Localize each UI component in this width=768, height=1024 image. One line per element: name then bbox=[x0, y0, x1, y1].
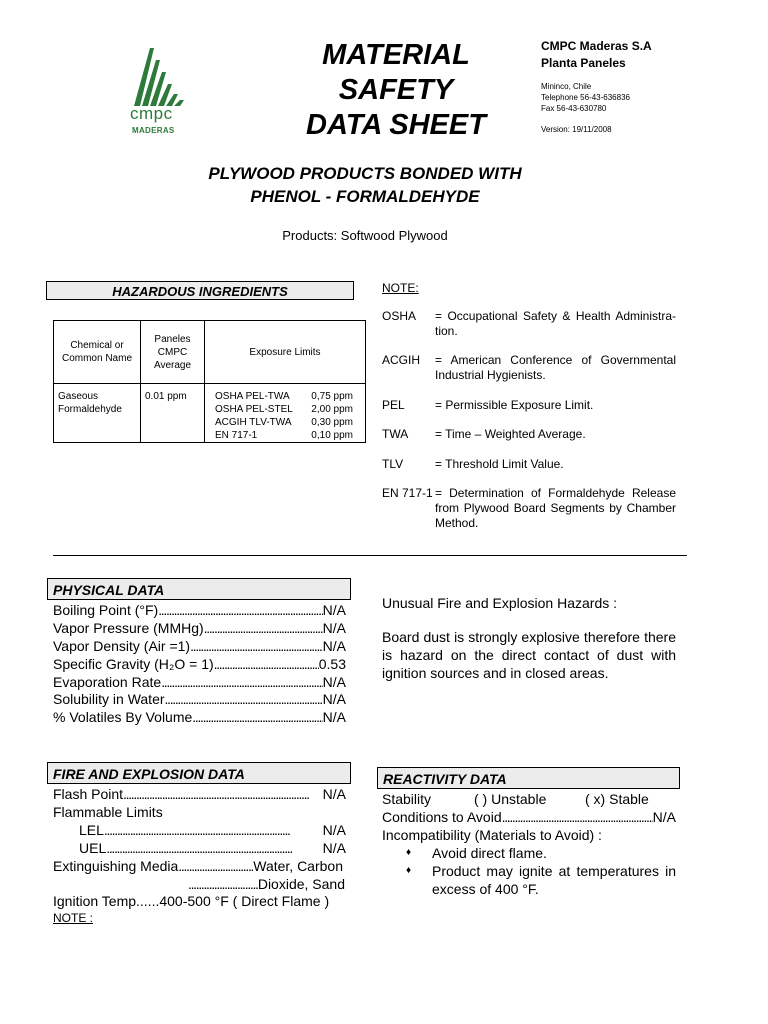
note-definition: = Threshold Limit Value. bbox=[435, 457, 564, 471]
col-header-average: Paneles CMPC Average bbox=[141, 321, 205, 384]
note-definition: = Permissible Exposure Limit. bbox=[435, 398, 594, 412]
note-definition: = Determination of Formaldehyde Release from Plywood Board Segments by Chamber Method. bbox=[435, 486, 676, 530]
note-item bbox=[382, 353, 676, 383]
physical-data-header: PHYSICAL DATA bbox=[47, 578, 351, 600]
dot-leader bbox=[123, 785, 323, 803]
incompatibility-label: Incompatibility (Materials to Avoid) : bbox=[382, 827, 602, 843]
property-label: Solubility in Water bbox=[53, 691, 165, 707]
property-label: Vapor Density (Air =1) bbox=[53, 638, 191, 654]
chemical-name-line: Formaldehyde bbox=[58, 404, 122, 415]
title-line: SAFETY bbox=[338, 74, 454, 106]
unusual-hazards-text: Board dust is strongly explosive therefore there is hazard on the direct contact of dust with ignition sources and in closed areas. bbox=[382, 629, 676, 681]
dot-leader bbox=[190, 637, 323, 655]
property-label: % Volatiles By Volume bbox=[53, 709, 193, 725]
ignition-temp: Ignition Temp......400-500 °F ( Direct Flame ) bbox=[53, 893, 330, 909]
section-divider bbox=[53, 555, 687, 556]
dot-leader bbox=[192, 708, 322, 726]
hazardous-table bbox=[53, 320, 366, 443]
company-logo bbox=[130, 46, 186, 138]
reactivity-header: REACTIVITY DATA bbox=[377, 767, 680, 789]
limit-label: EN 717-1 bbox=[215, 430, 258, 441]
limit-row bbox=[215, 416, 365, 429]
limit-value: 2,00 ppm bbox=[311, 404, 353, 415]
note-definition: = Occupational Safety & Health Administra-tion. bbox=[435, 309, 676, 338]
document-title bbox=[290, 38, 502, 143]
property-label: Evaporation Rate bbox=[53, 674, 162, 690]
logo-wordmark: cmpc bbox=[130, 104, 173, 123]
company-name bbox=[541, 38, 652, 72]
limit-value: 0,10 ppm bbox=[311, 430, 353, 441]
title-line: MATERIAL bbox=[322, 39, 470, 71]
property-value: N/A bbox=[322, 786, 346, 802]
physical-row bbox=[53, 673, 346, 691]
property-label: Boiling Point (°F) bbox=[53, 602, 159, 618]
dot-leader bbox=[104, 821, 323, 839]
physical-row bbox=[53, 601, 346, 619]
fire-note-label: NOTE : bbox=[53, 911, 94, 925]
fire-row bbox=[53, 857, 343, 875]
stability-unstable: ( ) Unstable bbox=[474, 791, 547, 807]
bullet-item bbox=[406, 844, 676, 862]
property-label: Vapor Pressure (MMHg) bbox=[53, 620, 204, 636]
dot-leader bbox=[178, 857, 253, 875]
property-value: N/A bbox=[322, 638, 346, 654]
note-title: NOTE: bbox=[382, 281, 419, 295]
company-line: Planta Paneles bbox=[541, 56, 626, 70]
diamond-bullet-icon: ♦ bbox=[406, 847, 412, 858]
company-line: CMPC Maderas S.A bbox=[541, 39, 652, 53]
note-definition: = American Conference of Governmental Industrial Hygienists. bbox=[435, 353, 676, 382]
logo-trees-icon bbox=[130, 46, 186, 106]
physical-row bbox=[53, 708, 346, 726]
col-header-limits: Exposure Limits bbox=[205, 321, 366, 384]
limit-label: OSHA PEL-TWA bbox=[215, 391, 290, 402]
note-abbr: EN 717-1 bbox=[382, 486, 433, 500]
bullet-text: Avoid direct flame. bbox=[432, 845, 547, 861]
limit-row bbox=[215, 403, 365, 416]
document-subtitle bbox=[150, 162, 580, 208]
stability-stable: ( x) Stable bbox=[585, 791, 649, 807]
col-header-name: Chemical or Common Name bbox=[54, 321, 141, 384]
version-label: Version: 19/11/2008 bbox=[541, 125, 612, 134]
contact-line: Mininco, Chile bbox=[541, 82, 592, 91]
fire-data-header: FIRE AND EXPLOSION DATA bbox=[47, 762, 351, 784]
property-value: Dioxide, Sand bbox=[257, 876, 345, 892]
fire-row bbox=[53, 785, 346, 803]
note-item bbox=[382, 486, 676, 531]
dot-leader bbox=[502, 808, 653, 826]
average-cell: 0.01 ppm bbox=[141, 384, 205, 443]
property-value: N/A bbox=[322, 822, 346, 838]
stability-label: Stability bbox=[382, 791, 432, 807]
dot-leader bbox=[158, 601, 322, 619]
dot-leader bbox=[204, 619, 323, 637]
limit-row bbox=[215, 429, 365, 442]
dot-leader bbox=[106, 839, 322, 857]
dot-leader bbox=[214, 655, 319, 673]
property-value: N/A bbox=[322, 602, 346, 618]
property-value: N/A bbox=[322, 620, 346, 636]
property-value: N/A bbox=[322, 709, 346, 725]
flammable-limits-label: Flammable Limits bbox=[53, 804, 163, 820]
bullet-text: Product may ignite at temperatures in excess of 400 °F. bbox=[432, 863, 676, 897]
bullet-item bbox=[406, 862, 676, 898]
note-definition: = Time – Weighted Average. bbox=[435, 427, 586, 441]
limit-value: 0,75 ppm bbox=[311, 391, 353, 402]
chemical-name-line: Gaseous bbox=[58, 391, 99, 402]
property-value: N/A bbox=[322, 840, 346, 856]
note-item bbox=[382, 427, 676, 442]
chemical-name-cell bbox=[54, 384, 141, 443]
limit-label: ACGIH TLV-TWA bbox=[215, 417, 292, 428]
note-abbr: TWA bbox=[382, 427, 409, 441]
limit-label: OSHA PEL-STEL bbox=[215, 404, 293, 415]
company-contact bbox=[541, 81, 630, 114]
physical-row bbox=[53, 619, 346, 637]
note-abbr: PEL bbox=[382, 398, 405, 412]
title-line: DATA SHEET bbox=[306, 109, 486, 141]
fire-row bbox=[79, 821, 346, 839]
property-value: N/A bbox=[322, 691, 346, 707]
note-abbr: OSHA bbox=[382, 309, 417, 323]
note-abbr: TLV bbox=[382, 457, 404, 471]
property-label: UEL bbox=[79, 840, 107, 856]
reactivity-row bbox=[382, 808, 676, 826]
fire-row bbox=[188, 875, 345, 893]
unusual-hazards-title: Unusual Fire and Explosion Hazards : bbox=[382, 595, 618, 611]
table-row bbox=[54, 384, 366, 443]
property-value: N/A bbox=[322, 674, 346, 690]
note-abbr: ACGIH bbox=[382, 353, 421, 367]
property-label: Extinguishing Media bbox=[53, 858, 179, 874]
property-value: N/A bbox=[652, 809, 676, 825]
property-label: Specific Gravity (H₂O = 1) bbox=[53, 656, 214, 672]
dot-leader bbox=[165, 690, 323, 708]
physical-row bbox=[53, 655, 346, 673]
diamond-bullet-icon: ♦ bbox=[406, 865, 412, 876]
note-item bbox=[382, 309, 676, 339]
logo-subtitle: MADERAS bbox=[132, 126, 175, 135]
fire-row bbox=[79, 839, 346, 857]
physical-row bbox=[53, 637, 346, 655]
limit-value: 0,30 ppm bbox=[311, 417, 353, 428]
note-item bbox=[382, 457, 676, 472]
table-header-row bbox=[54, 321, 366, 384]
subtitle-line: PLYWOOD PRODUCTS BONDED WITH bbox=[208, 164, 522, 183]
physical-row bbox=[53, 690, 346, 708]
property-label: Flash Point bbox=[53, 786, 124, 802]
note-item bbox=[382, 398, 676, 413]
dot-leader bbox=[161, 673, 322, 691]
property-label: Conditions to Avoid bbox=[382, 809, 502, 825]
limit-row bbox=[215, 390, 365, 403]
property-value: Water, Carbon bbox=[253, 858, 343, 874]
limits-cell bbox=[205, 384, 366, 443]
subtitle-line: PHENOL - FORMALDEHYDE bbox=[250, 187, 480, 206]
contact-line: Fax 56-43-630780 bbox=[541, 104, 607, 113]
hazardous-header: HAZARDOUS INGREDIENTS bbox=[46, 281, 354, 300]
products-line: Products: Softwood Plywood bbox=[282, 228, 448, 243]
contact-line: Telephone 56-43-636836 bbox=[541, 93, 630, 102]
property-value: 0.53 bbox=[318, 656, 346, 672]
property-label: LEL bbox=[79, 822, 104, 838]
dot-leader bbox=[188, 875, 258, 893]
